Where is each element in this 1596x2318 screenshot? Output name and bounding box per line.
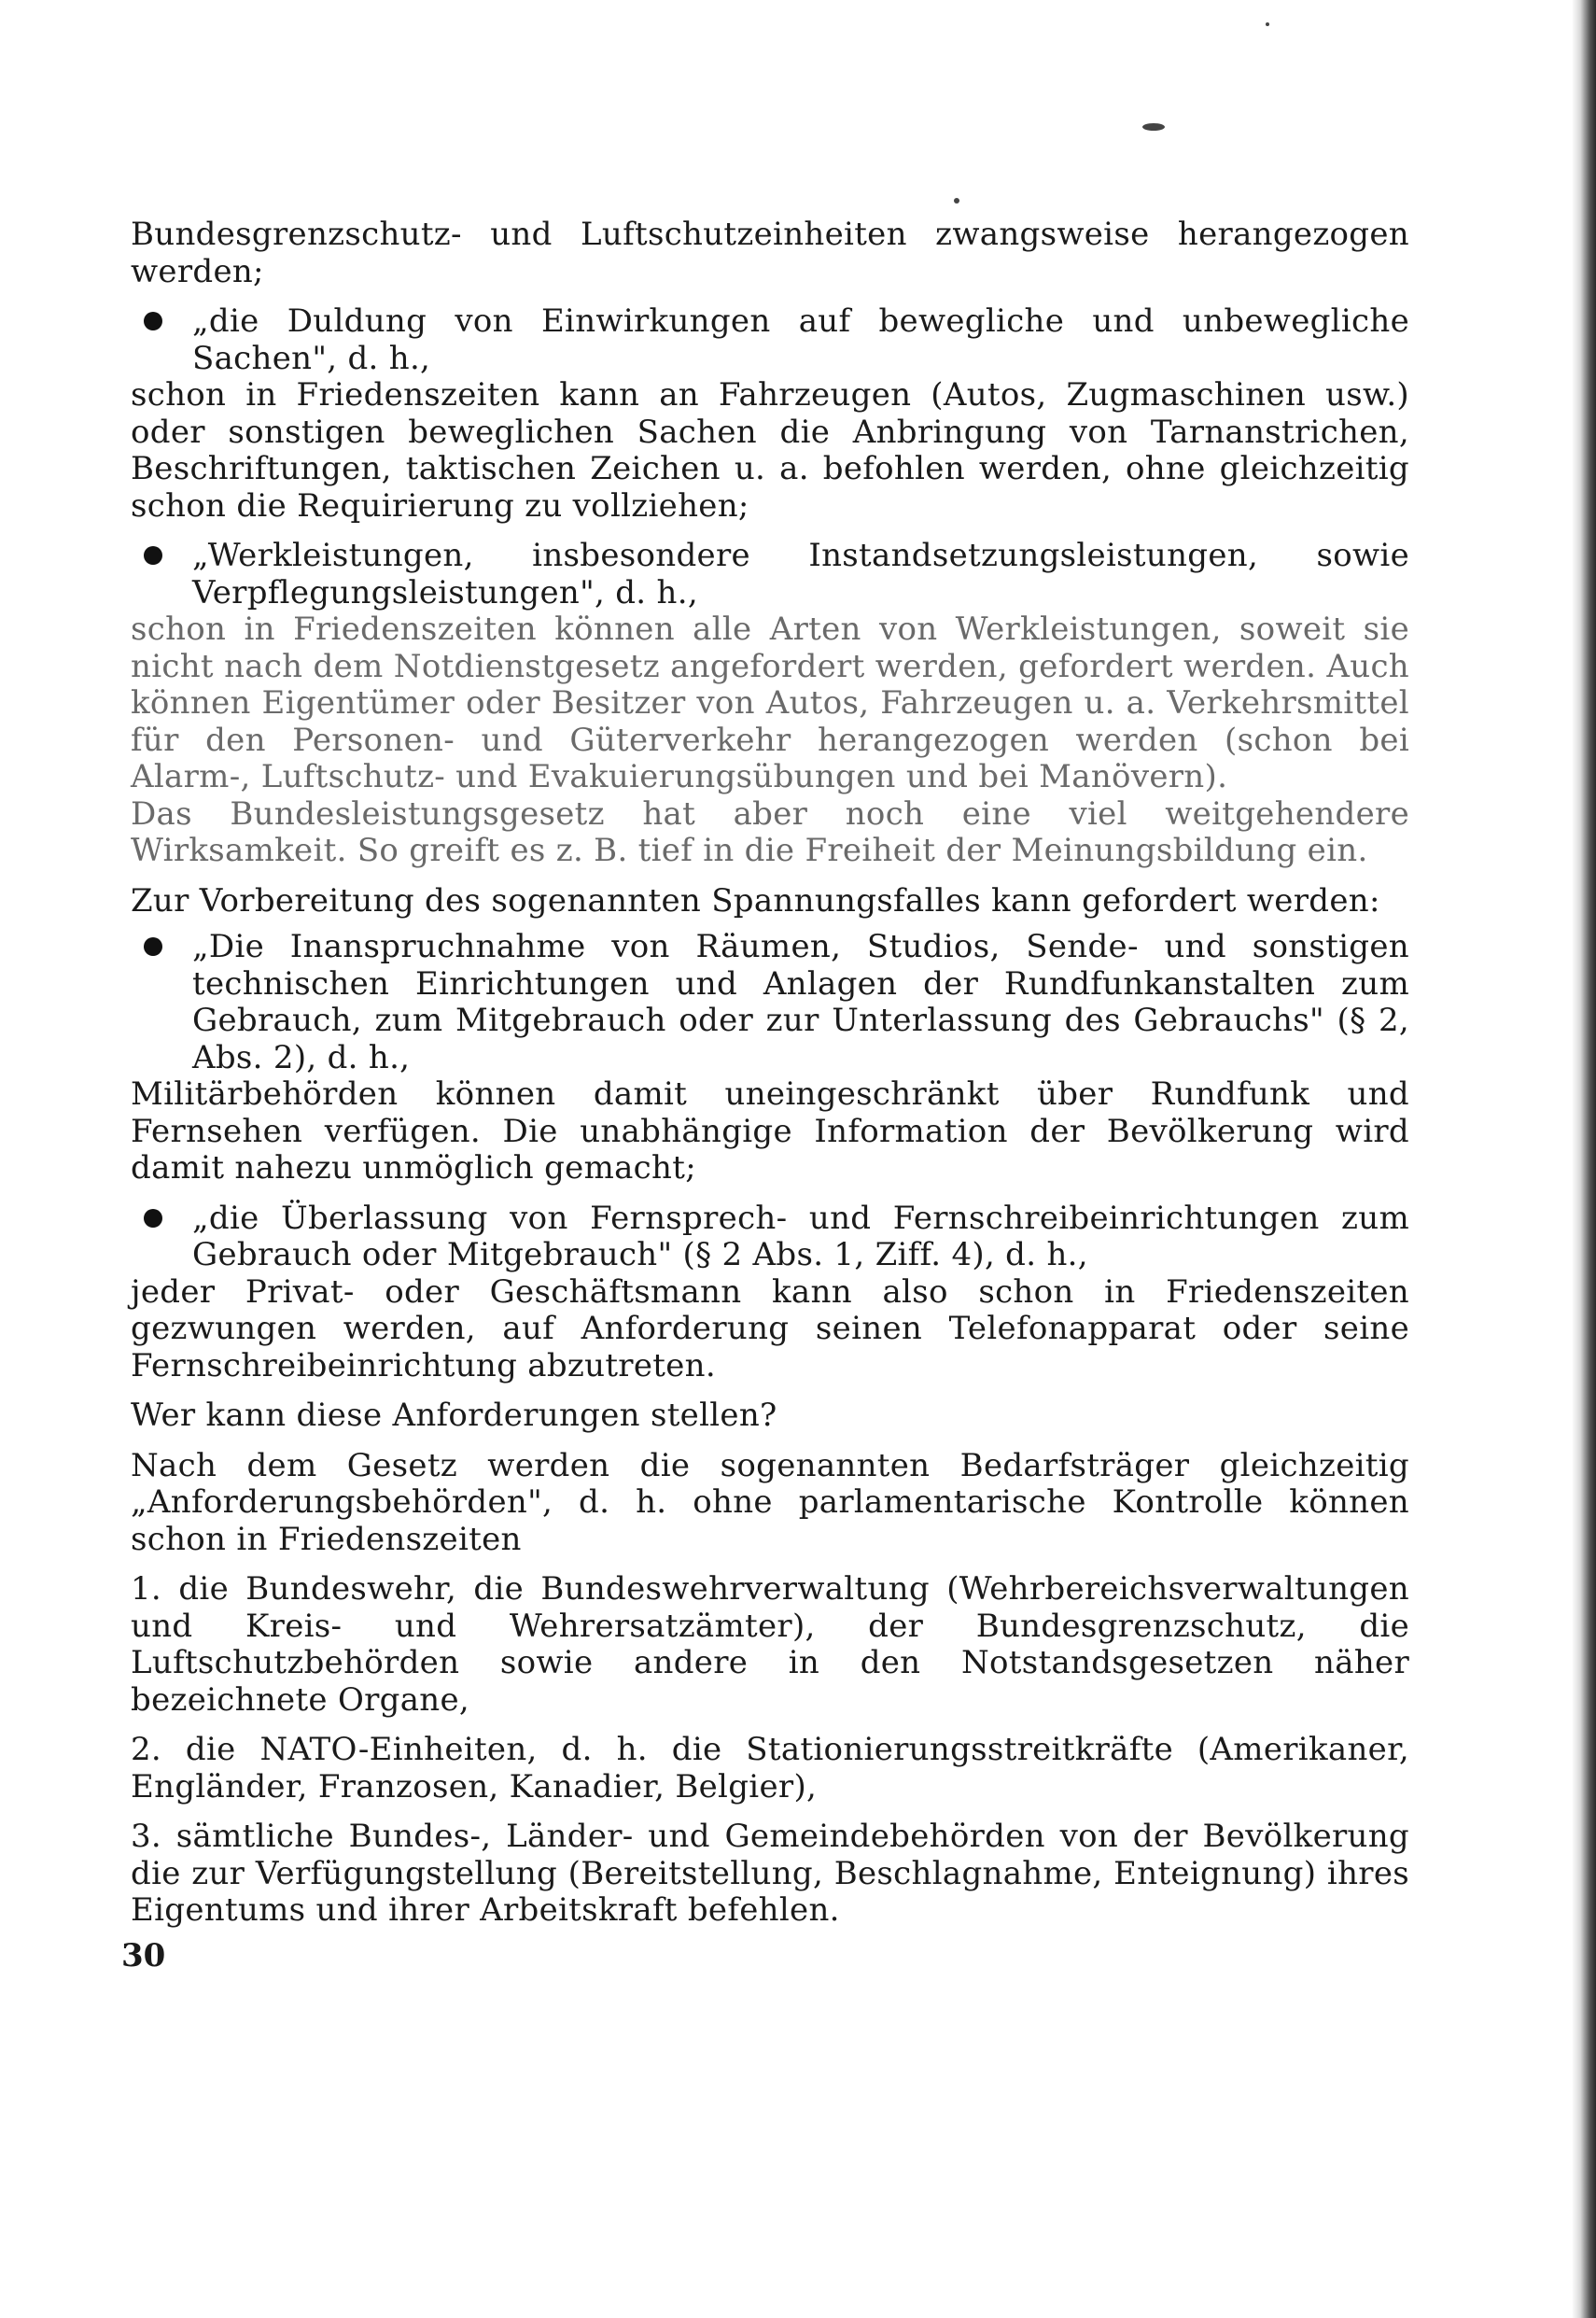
bullet-quote: „Werkleistungen, insbesondere Instandsetzungsleistungen, sowie Verpflegungsleistungen", d. h., xyxy=(192,537,1409,611)
page-number: 30 xyxy=(121,1937,166,1974)
bullet-dot-icon xyxy=(144,546,162,565)
bullet-fernsprech xyxy=(131,1201,1409,1274)
bullet-dot-icon xyxy=(144,937,162,956)
intro-paragraph: Bundesgrenzschutz- und Luftschutzeinheiten zwangsweise herangezogen werden; xyxy=(131,216,1409,290)
bullet-rundfunk xyxy=(131,929,1409,1076)
bullet-quote: „die Duldung von Einwirkungen auf bewegliche und unbewegliche Sachen", d. h., xyxy=(192,302,1409,377)
list-item: 1. die Bundeswehr, die Bundeswehrverwaltung (Wehrbereichsverwaltungen und Kreis- und Wehrersatzämter), der Bundesgrenzschutz, die Luftschutzbehörden sowie andere in den Notstandsgesetzen näher bezeichnete Organe, xyxy=(131,1570,1409,1719)
answer-paragraph: Nach dem Gesetz werden die sogenannten Bedarfsträger gleichzeitig „Anforderungsbehörden", d. h. ohne parlamentarische Kontrolle können schon in Friedenszeiten xyxy=(131,1446,1409,1558)
page-edge-shadow xyxy=(1572,0,1596,2318)
bullet-explanation: schon in Friedenszeiten können alle Arten von Werkleistungen, soweit sie nicht nach dem Notdienstgesetz angefordert werden, gefordert werden. Auch können Eigentümer oder Besitzer von Autos, Fahrzeugen u. a. Verkehrsmittel für den Personen- und Güterverkehr herangezogen werden (schon bei Alarm-, Luftschutz- und Evakuierungsübungen und bei Manövern). xyxy=(131,611,1409,795)
bullet-dot-icon xyxy=(144,1209,162,1228)
closing-paragraph: Das Bundesleistungsgesetz hat aber noch eine viel weitgehendere Wirksamkeit. So greift es z. B. tief in die Freiheit der Meinungsbildung ein. xyxy=(131,794,1409,869)
bullet-explanation: schon in Friedenszeiten kann an Fahrzeugen (Autos, Zugmaschinen usw.) oder sonstigen beweglichen Sachen die Anbringung von Tarnanstrichen, Beschriftungen, taktischen Zeichen u. a. befohlen werden, ohne gleichzeitig schon die Requirierung zu vollziehen; xyxy=(131,376,1409,525)
print-speck xyxy=(954,198,959,204)
bullet-explanation: Militärbehörden können damit uneingeschränkt über Rundfunk und Fernsehen verfügen. Die unabhängige Information der Bevölkerung wird damit nahezu unmöglich gemacht; xyxy=(131,1075,1409,1187)
bullet-quote: „die Überlassung von Fernsprech- und Fernschreibeinrichtungen zum Gebrauch oder Mitgebrauch" (§ 2 Abs. 1, Ziff. 4), d. h., xyxy=(192,1199,1409,1273)
list-item: 3. sämtliche Bundes-, Länder- und Gemeindebehörden von der Bevölkerung die zur Verfügungstellung (Bereitstellung, Beschlagnahme, Enteignung) ihres Eigentums und ihrer Arbeitskraft befehlen. xyxy=(131,1818,1409,1929)
question-line: Wer kann diese Anforderungen stellen? xyxy=(131,1397,777,1434)
bullet-duldung xyxy=(131,303,1409,377)
bullet-werkleistungen xyxy=(131,538,1409,611)
bullet-quote: „Die Inanspruchnahme von Räumen, Studios, Sende- und sonstigen technischen Einrichtungen und Anlagen der Rundfunkanstalten zum Gebrauch, zum Mitgebrauch oder zur Unterlassung des Gebrauchs" (§ 2, Abs. 2), d. h., xyxy=(192,928,1409,1076)
print-speck xyxy=(1142,123,1165,131)
bullet-dot-icon xyxy=(144,312,162,330)
bullet-explanation: jeder Privat- oder Geschäftsmann kann also schon in Friedenszeiten gezwungen werden, auf Anforderung seinen Telefonapparat oder seine Fernschreibeinrichtung abzutreten. xyxy=(131,1272,1409,1384)
list-item: 2. die NATO-Einheiten, d. h. die Stationierungsstreitkräfte (Amerikaner, Engländer, Franzosen, Kanadier, Belgier), xyxy=(131,1731,1409,1805)
page-body xyxy=(131,217,1409,1930)
preparation-heading: Zur Vorbereitung des sogenannten Spannungsfalles kann gefordert werden: xyxy=(131,881,1380,920)
print-speck xyxy=(1266,22,1269,26)
